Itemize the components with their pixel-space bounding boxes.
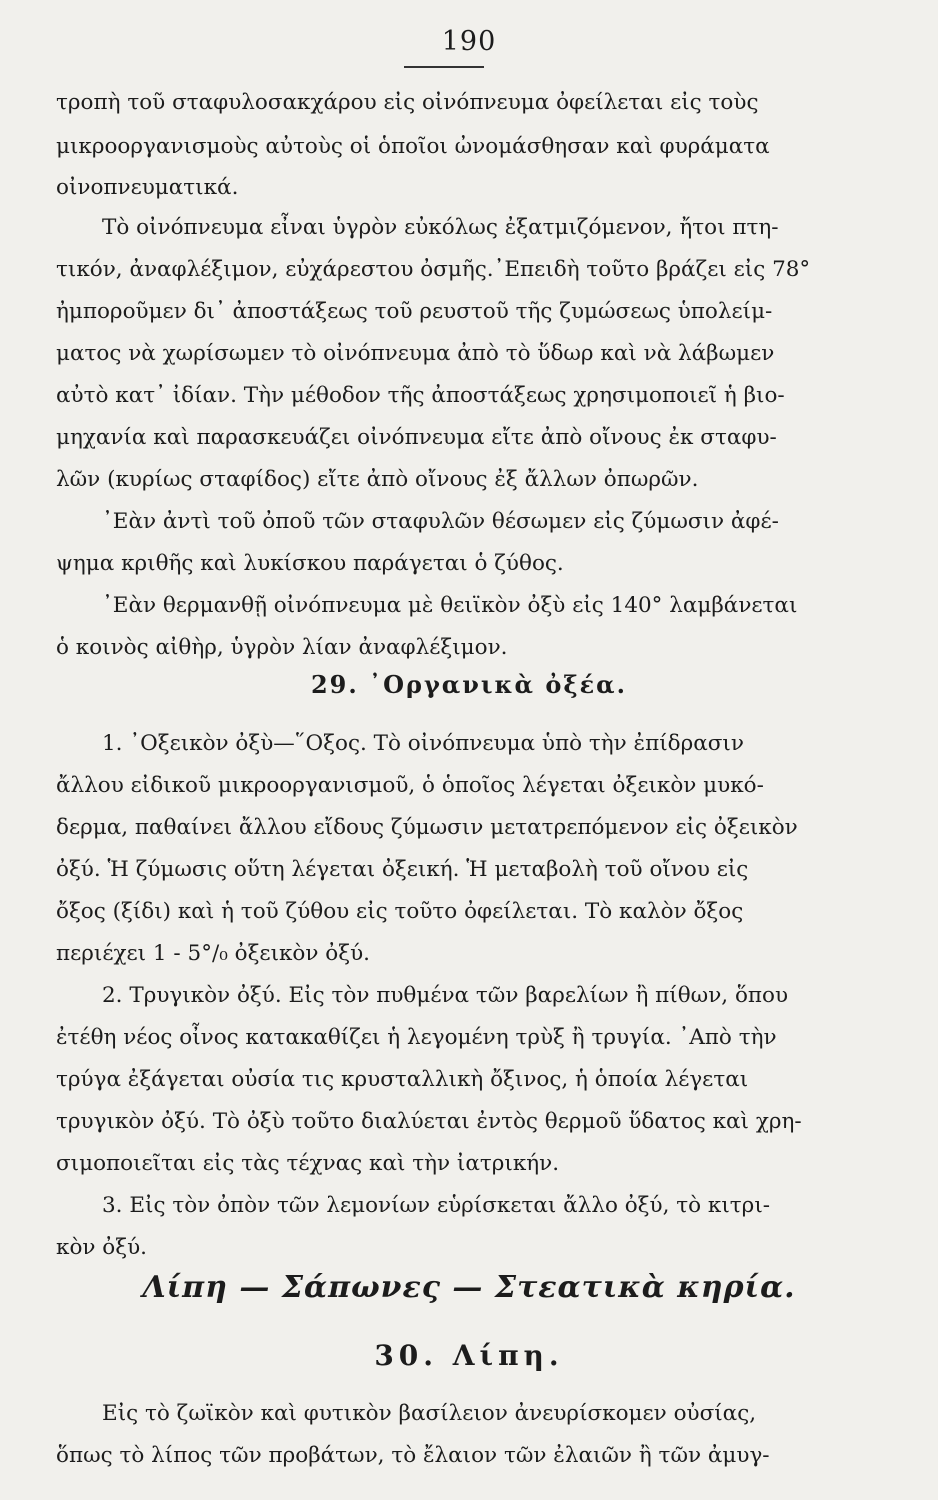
text-line: ᾿Εὰν θερμανθῇ οἰνόπνευμα μὲ θειϊκὸν ὀξὺ εἰς 140° λαμβάνεται [102, 593, 798, 618]
text-line: αὐτὸ κατ᾿ ἰδίαν. Τὴν μέθοδον τῆς ἀποστάξεως χρησιμοποιεῖ ἡ βιο- [56, 383, 785, 408]
text-line: ὀξύ. Ἡ ζύμωσις οὕτη λέγεται ὀξεική. Ἡ μεταβολὴ τοῦ οἴνου εἰς [56, 857, 749, 882]
text-line: ᾿Εὰν ἀντὶ τοῦ ὀποῦ τῶν σταφυλῶν θέσωμεν εἰς ζύμωσιν ἀφέ- [102, 509, 779, 534]
text-line: ματος νὰ χωρίσωμεν τὸ οἰνόπνευμα ἀπὸ τὸ ὕδωρ καὶ νὰ λάβωμεν [56, 341, 775, 366]
text-line: ὅπως τὸ λίπος τῶν προβάτων, τὸ ἔλαιον τῶν ἐλαιῶν ἢ τῶν ἀμυγ- [56, 1443, 770, 1468]
page-number-rule [404, 66, 484, 68]
text-line: λῶν (κυρίως σταφίδος) εἴτε ἀπὸ οἴνους ἐξ ἄλλων ὀπωρῶν. [56, 467, 699, 492]
text-line: δερμα, παθαίνει ἄλλου εἴδους ζύμωσιν μετατρεπόμενον εἰς ὀξεικὸν [56, 815, 798, 840]
chapter-heading: Λίπη — Σάπωνες — Στεατικὰ κηρία. [142, 1270, 796, 1305]
section-heading-30: 30. Λίπη. [374, 1339, 564, 1372]
text-line: 1. ᾿Οξεικὸν ὀξὺ—῞Οξος. Τὸ οἰνόπνευμα ὑπὸ τὴν ἐπίδρασιν [102, 731, 744, 756]
text-line: κὸν ὀξύ. [56, 1235, 147, 1260]
section-heading-29: 29. ᾿Οργανικὰ ὀξέα. [310, 670, 627, 699]
text-line: τρύγα ἐξάγεται οὐσία τις κρυσταλλικὴ ὄξινος, ἡ ὁποία λέγεται [56, 1067, 749, 1092]
text-line: ὁ κοινὸς αἰθὴρ, ὑγρὸν λίαν ἀναφλέξιμον. [56, 635, 508, 660]
text-line: 3. Εἰς τὸν ὀπὸν τῶν λεμονίων εὑρίσκεται ἄλλο ὀξύ, τὸ κιτρι- [102, 1193, 771, 1218]
text-line: τροπὴ τοῦ σταφυλοσακχάρου εἰς οἰνόπνευμα ὀφείλεται εἰς τοὺς [56, 90, 759, 115]
text-line: ἠμποροῦμεν δι᾿ ἀποστάξεως τοῦ ρευστοῦ τῆς ζυμώσεως ὑπολείμ- [56, 299, 773, 324]
text-line: μηχανία καὶ παρασκευάζει οἰνόπνευμα εἴτε ἀπὸ οἴνους ἐκ σταφυ- [56, 425, 777, 450]
text-line: ἄλλου εἰδικοῦ μικροοργανισμοῦ, ὁ ὁποῖος λέγεται ὀξεικὸν μυκό- [56, 773, 764, 798]
text-line: οἰνοπνευματικά. [56, 175, 239, 200]
text-line: περιέχει 1 - 5°/₀ ὀξεικὸν ὀξύ. [56, 941, 370, 966]
text-line: τρυγικὸν ὀξύ. Τὸ ὀξὺ τοῦτο διαλύεται ἐντὸς θερμοῦ ὕδατος καὶ χρη- [56, 1109, 802, 1134]
text-line: Τὸ οἰνόπνευμα εἶναι ὑγρὸν εὐκόλως ἐξατμιζόμενον, ἤτοι πτη- [102, 215, 779, 240]
text-line: σιμοποιεῖται εἰς τὰς τέχνας καὶ τὴν ἰατρικήν. [56, 1151, 560, 1176]
page-number: 190 [441, 26, 497, 57]
text-line: ἐτέθη νέος οἶνος κατακαθίζει ἡ λεγομένη τρὺξ ἢ τρυγία. ᾿Απὸ τὴν [56, 1025, 777, 1050]
text-line: τικόν, ἀναφλέξιμον, εὐχάρεστου ὀσμῆς.᾿Επειδὴ τοῦτο βράζει εἰς 78° [56, 257, 811, 282]
text-line: μικροοργανισμοὺς αὐτοὺς οἱ ὁποῖοι ὠνομάσθησαν καὶ φυράματα [56, 134, 770, 159]
text-line: 2. Τρυγικὸν ὀξύ. Εἰς τὸν πυθμένα τῶν βαρελίων ἢ πίθων, ὅπου [102, 983, 789, 1008]
text-line: Εἰς τὸ ζωϊκὸν καὶ φυτικὸν βασίλειον ἀνευρίσκομεν οὐσίας, [102, 1401, 757, 1426]
text-line: ψημα κριθῆς καὶ λυκίσκου παράγεται ὁ ζύθος. [56, 551, 564, 576]
text-line: ὄξος (ξίδι) καὶ ἡ τοῦ ζύθου εἰς τοῦτο ὀφείλεται. Τὸ καλὸν ὄξος [56, 899, 744, 924]
